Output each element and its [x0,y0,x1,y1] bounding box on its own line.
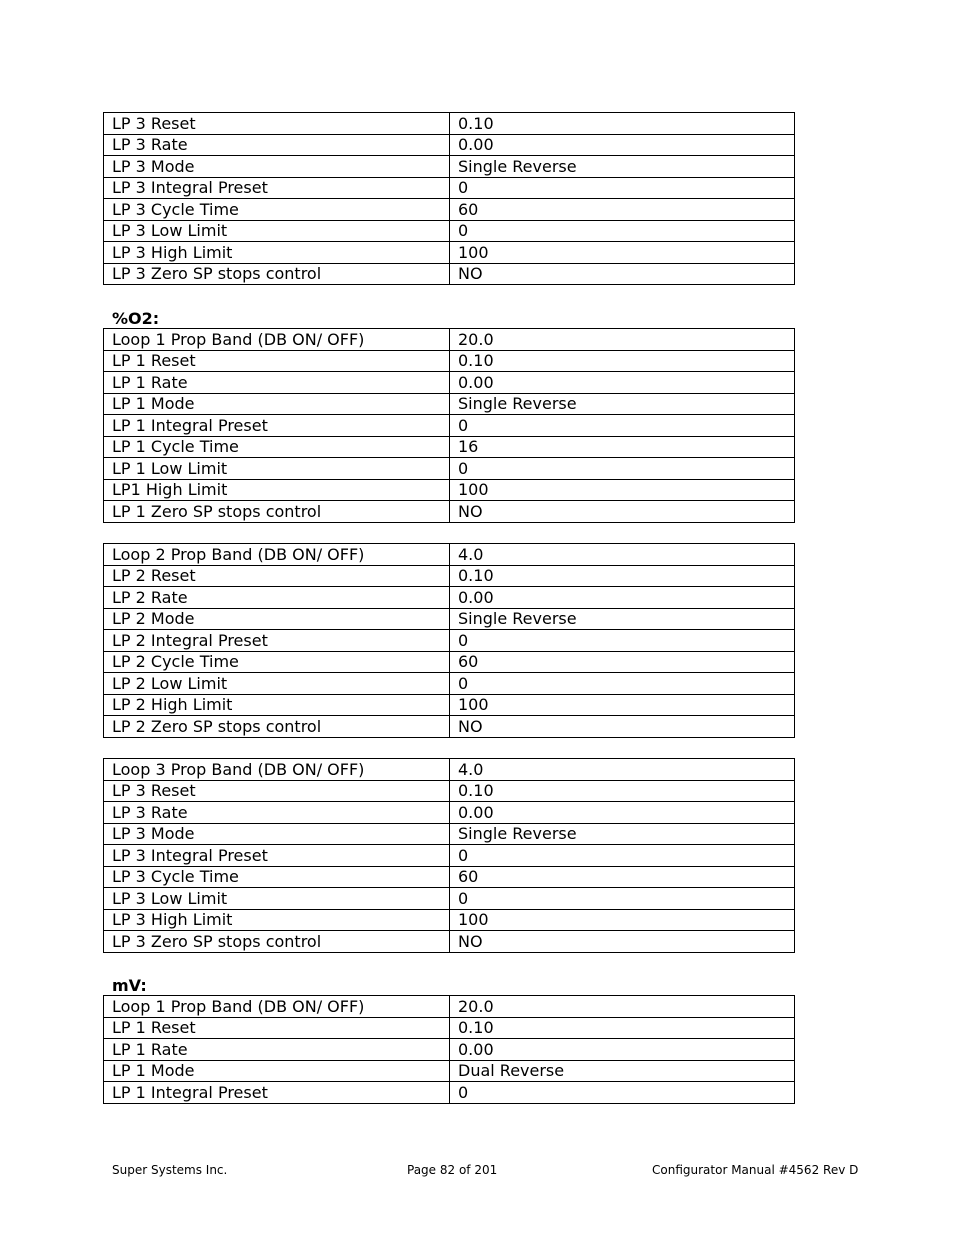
parameter-name-cell: LP 3 Integral Preset [104,177,450,199]
parameter-value-cell: 0 [450,415,795,437]
parameter-value-cell: 0 [450,845,795,867]
parameter-name-cell: LP 1 Integral Preset [104,1082,450,1104]
parameter-value-cell: 0.00 [450,587,795,609]
parameter-name-cell: LP 2 Mode [104,608,450,630]
o2-loop1-table [103,328,795,523]
parameter-name-cell: LP 3 Cycle Time [104,866,450,888]
parameter-name-cell: LP 3 Mode [104,823,450,845]
parameter-name-cell: LP 3 Reset [104,113,450,135]
parameter-value-cell: 100 [450,909,795,931]
table-row [104,565,795,587]
parameter-name-cell: LP 3 Zero SP stops control [104,263,450,285]
table-row [104,716,795,738]
table-row [104,544,795,566]
table-row [104,780,795,802]
parameter-value-cell: 0.00 [450,802,795,824]
parameter-name-cell: LP 2 Integral Preset [104,630,450,652]
parameter-name-cell: LP 1 Integral Preset [104,415,450,437]
mv-loop1-table [103,995,795,1104]
table-row [104,1060,795,1082]
parameter-name-cell: LP 1 Rate [104,1039,450,1061]
table-row [104,501,795,523]
parameter-value-cell: 60 [450,199,795,221]
parameter-name-cell: Loop 1 Prop Band (DB ON/ OFF) [104,996,450,1018]
parameter-value-cell: 100 [450,694,795,716]
table-row [104,350,795,372]
table-row [104,134,795,156]
parameter-value-cell: Dual Reverse [450,1060,795,1082]
o2-loop3-table [103,758,795,953]
table-row [104,242,795,264]
table-row [104,1017,795,1039]
table-row [104,802,795,824]
parameter-name-cell: LP 2 Zero SP stops control [104,716,450,738]
table-row [104,436,795,458]
parameter-name-cell: LP 3 Reset [104,780,450,802]
table-row [104,415,795,437]
footer-manual-title: Configurator Manual #4562 Rev D [652,1163,859,1177]
lp3-continued-table [103,112,795,285]
parameter-name-cell: Loop 1 Prop Band (DB ON/ OFF) [104,329,450,351]
parameter-value-cell: NO [450,716,795,738]
table-row [104,393,795,415]
parameter-name-cell: LP 3 Mode [104,156,450,178]
footer-page-number: Page 82 of 201 [407,1163,498,1177]
o2-loop2-table [103,543,795,738]
parameter-value-cell: 4.0 [450,544,795,566]
parameter-value-cell: 16 [450,436,795,458]
parameter-value-cell: 60 [450,651,795,673]
parameter-name-cell: LP 3 High Limit [104,909,450,931]
parameter-name-cell: LP 2 Cycle Time [104,651,450,673]
parameter-name-cell: LP1 High Limit [104,479,450,501]
table-row [104,866,795,888]
parameter-name-cell: Loop 3 Prop Band (DB ON/ OFF) [104,759,450,781]
parameter-value-cell: 100 [450,479,795,501]
parameter-name-cell: LP 1 Rate [104,372,450,394]
parameter-value-cell: 0.10 [450,113,795,135]
parameter-name-cell: LP 3 Rate [104,134,450,156]
table-row [104,909,795,931]
mv-section-heading: mV: [112,976,147,995]
parameter-name-cell: LP 1 Zero SP stops control [104,501,450,523]
parameter-name-cell: LP 2 High Limit [104,694,450,716]
parameter-value-cell: NO [450,501,795,523]
parameter-value-cell: 0.10 [450,350,795,372]
footer-company: Super Systems Inc. [112,1163,228,1177]
parameter-value-cell: 0.10 [450,1017,795,1039]
parameter-value-cell: 60 [450,866,795,888]
parameter-value-cell: 0.00 [450,372,795,394]
table-row [104,823,795,845]
table-row [104,479,795,501]
table-row [104,759,795,781]
parameter-value-cell: 0 [450,220,795,242]
parameter-name-cell: LP 1 Reset [104,1017,450,1039]
table-row [104,372,795,394]
table-row [104,996,795,1018]
table-row [104,177,795,199]
parameter-value-cell: Single Reverse [450,156,795,178]
parameter-name-cell: LP 1 Reset [104,350,450,372]
parameter-value-cell: 0.10 [450,780,795,802]
parameter-name-cell: LP 3 Cycle Time [104,199,450,221]
parameter-value-cell: 0.00 [450,134,795,156]
parameter-value-cell: 0 [450,888,795,910]
parameter-value-cell: 20.0 [450,996,795,1018]
parameter-value-cell: Single Reverse [450,608,795,630]
parameter-value-cell: 4.0 [450,759,795,781]
parameter-name-cell: LP 3 Low Limit [104,888,450,910]
table-row [104,1039,795,1061]
parameter-value-cell: NO [450,263,795,285]
parameter-value-cell: 0 [450,177,795,199]
table-row [104,651,795,673]
parameter-value-cell: Single Reverse [450,393,795,415]
parameter-name-cell: LP 3 Zero SP stops control [104,931,450,953]
parameter-value-cell: 0.00 [450,1039,795,1061]
table-row [104,587,795,609]
parameter-value-cell: Single Reverse [450,823,795,845]
parameter-name-cell: LP 2 Rate [104,587,450,609]
table-row [104,845,795,867]
table-row [104,694,795,716]
table-row [104,199,795,221]
table-row [104,458,795,480]
parameter-name-cell: LP 3 Integral Preset [104,845,450,867]
parameter-value-cell: 0 [450,458,795,480]
table-row [104,220,795,242]
table-row [104,263,795,285]
o2-section-heading: %O2: [112,309,160,328]
parameter-name-cell: LP 1 Mode [104,393,450,415]
parameter-value-cell: 0 [450,673,795,695]
parameter-name-cell: LP 2 Low Limit [104,673,450,695]
parameter-name-cell: LP 3 High Limit [104,242,450,264]
parameter-name-cell: LP 2 Reset [104,565,450,587]
table-row [104,329,795,351]
table-row [104,1082,795,1104]
parameter-value-cell: 100 [450,242,795,264]
table-row [104,630,795,652]
parameter-value-cell: 20.0 [450,329,795,351]
parameter-value-cell: 0 [450,1082,795,1104]
parameter-name-cell: Loop 2 Prop Band (DB ON/ OFF) [104,544,450,566]
table-row [104,931,795,953]
parameter-name-cell: LP 1 Cycle Time [104,436,450,458]
table-row [104,888,795,910]
table-row [104,156,795,178]
parameter-name-cell: LP 3 Low Limit [104,220,450,242]
parameter-value-cell: 0 [450,630,795,652]
table-row [104,673,795,695]
parameter-name-cell: LP 3 Rate [104,802,450,824]
table-row [104,113,795,135]
parameter-name-cell: LP 1 Mode [104,1060,450,1082]
parameter-value-cell: NO [450,931,795,953]
table-row [104,608,795,630]
parameter-name-cell: LP 1 Low Limit [104,458,450,480]
parameter-value-cell: 0.10 [450,565,795,587]
